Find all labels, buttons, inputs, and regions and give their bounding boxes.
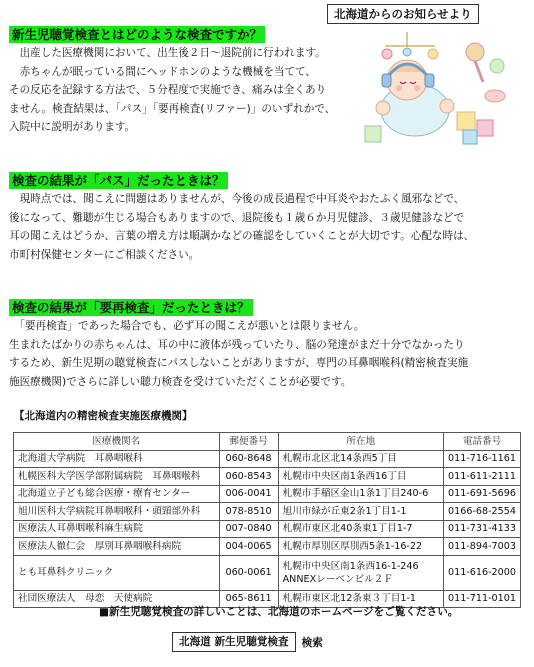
- table-title: 【北海道内の精密検査実施医療機関】: [14, 410, 193, 422]
- table-row: [14, 468, 521, 486]
- cell-address: 札幌市手稲区金山1条1丁目240-6: [278, 485, 443, 503]
- cell-postal-code: 006-0041: [219, 485, 278, 503]
- cell-facility-name: 旭川医科大学病院耳鼻咽喉科・頭頸部外科: [14, 503, 220, 521]
- section1-line: 出産した医療機関において、出生後２日～退院前に行われます。: [9, 47, 326, 59]
- section1-line: 入院中に説明があります。: [9, 121, 136, 134]
- section2-heading: 検査の結果が「パス」だったときは？: [9, 172, 228, 189]
- cell-postal-code: 060-8543: [219, 468, 278, 486]
- cell-postal-code: 060-0061: [219, 555, 278, 590]
- cell-facility-name: 北海道立子ども総合医療・療育センター: [14, 485, 220, 503]
- column-header-name: 医療機関名: [14, 433, 220, 451]
- section3-heading: 検査の結果が「要再検査」だったときは？: [9, 299, 253, 316]
- column-header-address: 所在地: [278, 433, 443, 451]
- cell-phone: 011-616-2000: [444, 555, 521, 590]
- section3-line: するため、新生児期の聴覚検査にパスしないことがありますが、専門の耳鼻咽喉科(精密検査実施: [9, 357, 469, 370]
- cell-phone: 0166-68-2554: [444, 503, 521, 521]
- cell-facility-name: 医療法人耳鼻咽喉科麻生病院: [14, 520, 220, 538]
- section3-line: 「要再検査」であった場合でも、必ず耳の聞こえが悪いとは限りません。: [9, 320, 365, 332]
- cell-phone: 011-611-2111: [444, 468, 521, 486]
- table-row: [14, 450, 521, 468]
- section2-line: 市町村保健センターにご相談ください。: [9, 248, 200, 261]
- section3-body: [9, 317, 468, 391]
- table-row: [14, 485, 521, 503]
- cell-address: 旭川市緑が丘東2条1丁目1-1: [278, 503, 443, 521]
- column-header-postal: 郵便番号: [219, 433, 278, 451]
- facilities-table: [13, 432, 521, 608]
- section3-line: 施医療機関)でさらに詳しい聴力検査を受けていただくことが必要です。: [9, 375, 352, 388]
- cell-facility-name: とも耳鼻科クリニック: [14, 555, 220, 590]
- cell-phone: 011-731-4133: [444, 520, 521, 538]
- cell-address: 札幌市中央区南1条西16丁目: [278, 468, 443, 486]
- table-row: [14, 538, 521, 556]
- table-row: [14, 503, 521, 521]
- column-header-phone: 電話番号: [444, 433, 521, 451]
- search-query-box: 北海道 新生児聴覚検査: [172, 632, 296, 652]
- cell-facility-name: 社団医療法人 母恋 天使病院: [14, 590, 220, 608]
- cell-phone: 011-711-0101: [444, 590, 521, 608]
- section2-line: 現時点では、聞こえに問題はありませんが、今後の成長過程で中耳炎やおたふく風邪などで、: [9, 193, 465, 205]
- cell-address: 札幌市北区北14条西5丁目: [278, 450, 443, 468]
- table-header-row: [14, 433, 521, 451]
- cell-postal-code: 065-8611: [219, 590, 278, 608]
- section1-line: ません。検査結果は、「パス」「要再検査(リファー)」のいずれかで、: [9, 102, 336, 115]
- section1-line: 赤ちゃんが眠っている間にヘッドホンのような機械を当てて、: [9, 65, 317, 78]
- section2-line: 後になって、難聴が生じる場合もありますので、退院後も１歳６か月児健診、３歳児健診などで: [9, 211, 465, 224]
- cell-address: 札幌市厚別区厚別西5条1-16-22: [278, 538, 443, 556]
- cell-postal-code: 004-0065: [219, 538, 278, 556]
- search-row: [172, 632, 323, 652]
- cell-phone: 011-716-1161: [444, 450, 521, 468]
- baby-illustration: [345, 30, 515, 150]
- section3-line: 生まれたばかりの赤ちゃんは、耳の中に液体が残っていたり、脳の発達がまだ十分でなかったり: [9, 338, 465, 351]
- section2-line: 耳の聞こえはどうか、言葉の増え方は順調かなどの確認をしていくことが大切です。心配な時は、: [9, 230, 475, 243]
- source-notice: 北海道からのお知らせより: [327, 4, 479, 24]
- table-row: [14, 555, 521, 590]
- cell-postal-code: 078-8510: [219, 503, 278, 521]
- cell-facility-name: 北海道大学病院 耳鼻咽喉科: [14, 450, 220, 468]
- cell-address: 札幌市東区北12条東３丁目1-1: [278, 590, 443, 608]
- section1-line: その反応を記録する方法で、５分程度で実施でき、痛みは全くあり: [9, 84, 327, 97]
- section1-heading: 新生児聴覚検査とはどのような検査ですか？: [9, 26, 265, 43]
- cell-postal-code: 060-8648: [219, 450, 278, 468]
- cell-facility-name: 札幌医科大学医学部附属病院 耳鼻咽喉科: [14, 468, 220, 486]
- search-label: 検索: [301, 636, 323, 649]
- cell-facility-name: 医療法人徹仁会 厚別耳鼻咽喉科病院: [14, 538, 220, 556]
- cell-phone: 011-691-5696: [444, 485, 521, 503]
- cell-address: 札幌市東区北40条東1丁目1-7: [278, 520, 443, 538]
- section2-body: [9, 190, 474, 264]
- footer-note: ■新生児聴覚検査の詳しいことは、北海道のホームページをご覧ください。: [99, 606, 459, 618]
- cell-address: 札幌市中央区南1条西16-1-246 ANNEXレーベンビル２Ｆ: [278, 555, 443, 590]
- cell-postal-code: 007-0840: [219, 520, 278, 538]
- section1-body: [9, 44, 335, 137]
- cell-phone: 011-894-7003: [444, 538, 521, 556]
- table-row: [14, 520, 521, 538]
